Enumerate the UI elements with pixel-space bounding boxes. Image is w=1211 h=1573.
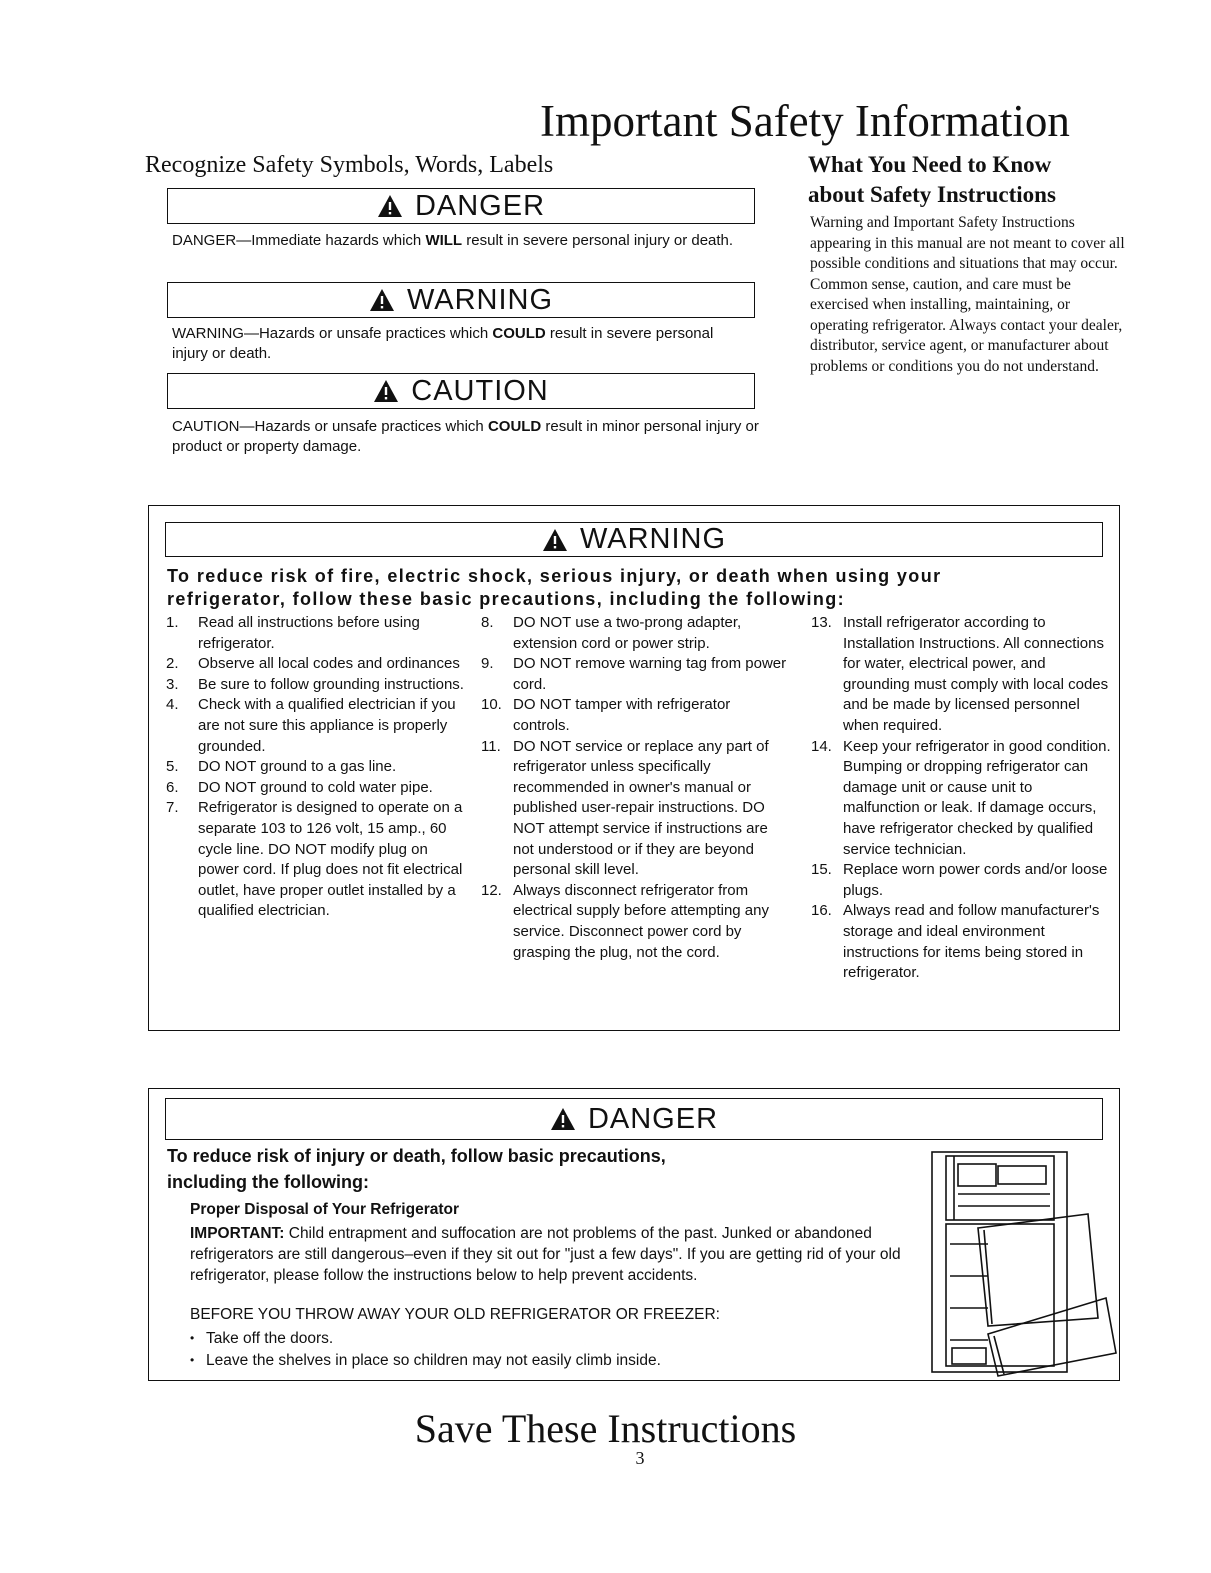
list-item-text: DO NOT use a two-prong adapter, extension cord or power strip.: [513, 614, 742, 652]
warning-triangle-icon: [373, 379, 399, 403]
list-item: [166, 798, 466, 922]
danger-word: DANGER: [414, 189, 546, 222]
refrigerator-illustration: [928, 1148, 1118, 1378]
warning-triangle-icon: [377, 194, 403, 218]
list-item-text: Install refrigerator according to Installation Instructions. All connections for water, electrical power, and grounding must comply with local codes and be made by licensed personnel when required.: [843, 614, 1109, 734]
list-item-text: DO NOT tamper with refrigerator controls.: [513, 696, 731, 734]
list-item: [481, 613, 791, 654]
list-item-number: 7.: [166, 799, 179, 817]
know-body: Warning and Important Safety Instructions appearing in this manual are not meant to cover all possible conditions and situations that may occur. Common sense, caution, and care must be exercised when installing, maintaining, or operating refrigerator. Always contact your dealer, distributor, service agent, or manufacturer about problems or conditions you do not understand.: [810, 214, 1125, 375]
danger-panel-word: DANGER: [587, 1102, 719, 1135]
list-item-number: 2.: [166, 655, 179, 673]
bullet-item: • Take off the doors.: [188, 1328, 888, 1350]
list-item-number: 3.: [166, 675, 179, 693]
list-item: [811, 737, 1111, 861]
danger-signal-box: [167, 188, 755, 224]
list-item-text: Check with a qualified electrician if you are not sure this appliance is properly grounded.: [198, 696, 456, 755]
list-item-number: 13.: [811, 614, 832, 631]
warning-signal-box: [167, 282, 755, 318]
list-item: [166, 778, 466, 799]
list-item-text: Keep your refrigerator in good condition. Bumping or dropping refrigerator can damage unit or cause unit to malfunction or leak. If damage occurs, have refrigerator checked by qualified service technician.: [843, 737, 1111, 858]
warning-panel-lead: To reduce risk of fire, electric shock, serious injury, or death when using your refrigerator, follow these basic precautions, including the following:: [167, 566, 942, 609]
list-item-text: Always disconnect refrigerator from electrical supply before attempting any service. Disconnect power cord by grasping the plug, not the cord.: [513, 881, 769, 961]
disposal-important: IMPORTANT: Child entrapment and suffocation are not problems of the past. Junked or abandoned refrigerators are still dangerous–even if they sit out for "just a few days". If you are getting rid of your old refrigerator, please follow the instructions below to help prevent accidents.: [190, 1225, 901, 1284]
warning-triangle-icon: [542, 528, 568, 552]
page-number: 3: [635, 1448, 645, 1468]
list-item: [811, 901, 1111, 983]
list-item-number: 16.: [811, 902, 832, 920]
list-item-number: 8.: [481, 614, 494, 631]
warning-triangle-icon: [550, 1107, 576, 1131]
warning-panel-word: WARNING: [579, 523, 727, 555]
list-item-number: 11.: [481, 737, 501, 755]
warning-list-col1: [166, 613, 466, 922]
list-item-text: DO NOT remove warning tag from power cord.: [513, 655, 787, 693]
warning-definition: WARNING—Hazards or unsafe practices which COULD result in severe personal injury or death.: [172, 325, 714, 362]
caution-word: CAUTION: [411, 374, 549, 407]
list-item-text: Read all instructions before using refrigerator.: [198, 614, 420, 652]
list-item-number: 1.: [166, 614, 179, 631]
list-item: [166, 613, 466, 654]
list-item: [481, 654, 791, 695]
caution-signal-box: [167, 373, 755, 409]
danger-panel-lead: To reduce risk of injury or death, follow basic precautions, including the following:: [167, 1146, 666, 1192]
list-item-text: Replace worn power cords and/or loose plugs.: [843, 861, 1108, 899]
list-item: [166, 675, 466, 696]
list-item: [811, 860, 1111, 901]
list-item-number: 10.: [481, 696, 502, 714]
list-item: [166, 695, 466, 757]
disposal-bullets: [188, 1328, 888, 1371]
list-item: [166, 757, 466, 778]
list-item: [481, 695, 791, 736]
danger-panel-signal-box: [165, 1098, 1103, 1140]
list-item-number: 9.: [481, 655, 494, 673]
list-item-text: DO NOT service or replace any part of refrigerator unless specifically recommended in owner's manual or published user-repair instructions. DO NOT attempt service if instructions are not understood or if they are beyond personal skill level.: [513, 737, 769, 879]
warning-panel-signal-box: [165, 522, 1103, 557]
list-item: [481, 737, 791, 881]
caution-definition: CAUTION—Hazards or unsafe practices which COULD result in minor personal injury or product or property damage.: [172, 418, 759, 455]
list-item-text: Observe all local codes and ordinances: [198, 655, 460, 673]
list-item-text: DO NOT ground to cold water pipe.: [198, 778, 433, 796]
list-item-number: 4.: [166, 696, 179, 714]
list-item-text: Refrigerator is designed to operate on a separate 103 to 126 volt, 15 amp., 60 cycle line. DO NOT modify plug on power cord. If plug does not fit electrical outlet, have proper outlet installed by a qualified electrician.: [198, 799, 463, 920]
disposal-subheading: Proper Disposal of Your Refrigerator: [190, 1201, 460, 1218]
list-item: [481, 881, 791, 963]
bullet-item: • Leave the shelves in place so children may not easily climb inside.: [188, 1350, 888, 1372]
warning-list-col2: [481, 613, 791, 963]
list-item-text: Always read and follow manufacturer's storage and ideal environment instructions for items being stored in refrigerator.: [843, 902, 1100, 982]
warning-triangle-icon: [369, 288, 395, 312]
know-heading: What You Need to Know about Safety Instructions: [808, 152, 1056, 207]
list-item-text: DO NOT ground to a gas line.: [198, 758, 397, 776]
list-item-text: Be sure to follow grounding instructions.: [198, 675, 464, 693]
list-item: [166, 654, 466, 675]
warning-list-col3: [811, 613, 1111, 984]
list-item-number: 5.: [166, 758, 179, 776]
before-heading: BEFORE YOU THROW AWAY YOUR OLD REFRIGERATOR OR FREEZER:: [190, 1306, 720, 1323]
danger-definition: DANGER—Immediate hazards which WILL result in severe personal injury or death.: [172, 232, 734, 249]
symbols-heading: Recognize Safety Symbols, Words, Labels: [145, 152, 554, 178]
list-item-number: 14.: [811, 737, 832, 755]
footer-title: Save These Instructions: [414, 1406, 797, 1451]
list-item-number: 15.: [811, 861, 832, 879]
list-item-number: 6.: [166, 778, 179, 796]
list-item: [811, 613, 1111, 737]
page-title: Important Safety Information: [540, 96, 1070, 146]
list-item-number: 12.: [481, 881, 502, 899]
warning-word: WARNING: [406, 283, 554, 316]
